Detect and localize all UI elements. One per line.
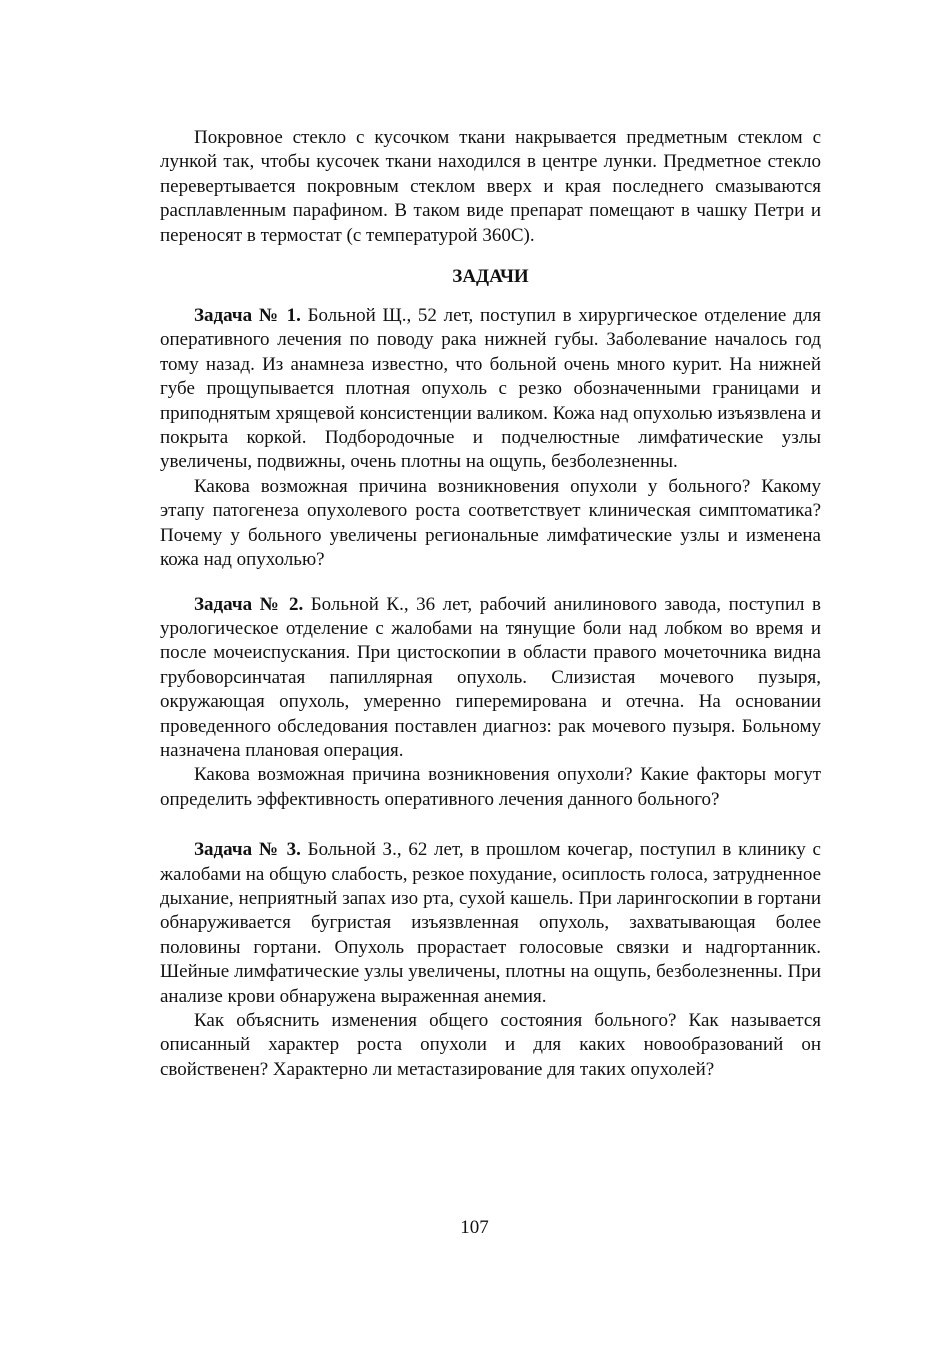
section-heading: ЗАДАЧИ [452,266,529,288]
task-3-question: Как объяснить изменения общего состояния больного? Как называется описанный характер роста опухоли и для каких новообразований он свойственен? Характерно ли метастазирование для таких опухолей? [160,1010,821,1080]
task-3-label: Задача № 3. [194,839,301,861]
task-3-case-text: Больной З., 62 лет, в прошлом кочегар, поступил в клинику с жалобами на общую слабость, резкое похудание, осиплость голоса, затрудненное дыхание, неприятный запах изо рта, сухой кашель. При ларингоскопии в гортани обнаруживается бугристая изъязвленная опухоль, захватывающая более половины гортани. Опухоль прорастает голосовые связки и надгортанник. Шейные лимфатические узлы увеличены, плотны на ощупь, безболезненны. При анализе крови обнаружена выраженная анемия. [160,839,822,1007]
task-2-label: Задача № 2. [194,593,304,615]
page-number: 107 [460,1217,489,1238]
intro-paragraph: Покровное стекло с кусочком ткани накрывается предметным стеклом с лункой так, чтобы кусочек ткани находился в центре лунки. Предметное стекло перевертывается покровным стеклом вверх и края последнего смазываются расплавленным парафином. В таком виде препарат помещают в чашку Петри и переносят в термостат (с температурой 360С). [160,127,821,246]
task-1-case-text: Больной Щ., 52 лет, поступил в хирургическое отделение для оперативного лечения по поводу рака нижней губы. Заболевание началось год тому назад. Из анамнеза известно, что больной очень много курит. На нижней губе прощупывается плотная опухоль с резко обозначенными границами и приподнятым хрящевой консистенции валиком. Кожа над опухолью изъязвлена и покрыта коркой. Подбородочные и подчелюстные лимфатические узлы увеличены, подвижны, очень плотны на ощупь, безболезненны. [160,305,821,473]
task-1-question: Какова возможная причина возникновения опухоли у больного? Какому этапу патогенеза опухолевого роста соответствует клиническая симптоматика? Почему у больного увеличены региональные лимфатические узлы и изменена кожа над опухолью? [160,475,821,571]
task-2-case-text: Больной К., 36 лет, рабочий анилинового завода, поступил в урологическое отделение с жалобами на тянущие боли над лобком во время и после мочеиспускания. При цистоскопии в области правого мочеточника видна грубоворсинчатая папиллярная опухоль. Слизистая мочевого пузыря, окружающая опухоль, умеренно гиперемирована и отечна. На основании проведенного обследования поставлен диагноз: рак мочевого пузыря. Больному назначена плановая операция. [160,593,822,761]
task-2-question: Какова возможная причина возникновения опухоли? Какие факторы могут определить эффективность оперативного лечения данного больного? [160,764,821,810]
spacer [160,573,821,593]
document-page [160,126,821,1082]
task-2-case [160,593,821,764]
task-1-label: Задача № 1. [194,305,301,327]
spacer [160,812,821,838]
task-1-case [160,304,821,475]
task-3-case [160,838,821,1009]
